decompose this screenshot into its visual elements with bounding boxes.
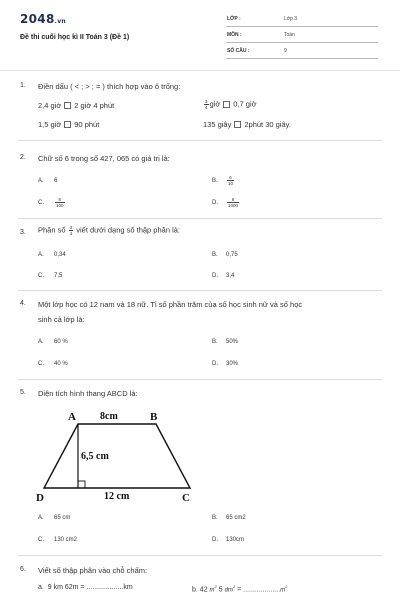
q5-option-b-value: 65 cm2 [226, 515, 246, 521]
q2-text: Chữ số 6 trong số 427, 065 có giá trị là: [38, 154, 170, 163]
meta-count-label: SỐ CÂU : [227, 48, 250, 54]
q3-option-a-key[interactable]: A. [38, 252, 44, 258]
q1-item-4: 135 giây 2phút 30 giây. [203, 120, 291, 129]
fill-in-blank[interactable]: ................... [86, 584, 124, 591]
meta-class-row [226, 12, 378, 27]
q6-text: Viết số thập phân vào chỗ chấm: [38, 566, 148, 575]
top-base-label: 8cm [100, 411, 118, 422]
q4-number: 4. [20, 300, 26, 307]
q6-item-b: b. 42 $m^2$ 5 $dm^2 = ...................m^2$ [192, 584, 288, 594]
meta-class-value: Lớp 3 [284, 16, 298, 22]
section-divider [18, 218, 382, 219]
q2-option-b-key[interactable]: B. [212, 178, 218, 184]
q3-option-c-value: 7,5 [54, 273, 63, 279]
q5-number: 5. [20, 389, 26, 396]
q4-option-c-key[interactable]: C. [38, 361, 44, 367]
q5-option-b-key[interactable]: B. [212, 515, 218, 521]
vertex-d-label: D [36, 492, 44, 502]
q4-option-a-key[interactable]: A. [38, 339, 44, 345]
q1-text: Điền dấu ( < ; > ; = ) thích hợp vào ô trống: [38, 82, 181, 91]
q4-text-line1: Một lớp học có 12 nam và 18 nữ. Tỉ số phần trăm của số học sinh nữ và số học [38, 300, 303, 309]
q1-item-2: $\frac{3}{4}$ giờ 0,7 giờ [205, 99, 257, 110]
fraction: $\frac{3}{4}$ [205, 99, 208, 110]
q2-option-b-value: $\frac{6}{10}$ [228, 175, 234, 186]
q2-option-a-value: 6 [54, 178, 58, 184]
q3-option-a-value: 0,34 [54, 252, 66, 258]
q2-option-d-value: $\frac{6}{1000}$ [228, 197, 239, 208]
q4-option-c-value: 40 % [54, 361, 68, 367]
q1-item-3: 1,5 giờ 90 phút [38, 120, 100, 129]
section-divider [18, 379, 382, 380]
q5-option-d-value: 130cm [226, 537, 245, 543]
q2-option-a-key[interactable]: A. [38, 178, 44, 184]
q3-option-b-key[interactable]: B. [212, 252, 218, 258]
q5-option-d-key[interactable]: D. [212, 537, 218, 543]
q6-item-a: a. 9 km 62m = ...................km [38, 584, 133, 591]
trapezoid-shape [44, 424, 190, 488]
q3-text: Phân số $\frac{3}{4}$ viết dưới dạng số thập phân là: [38, 225, 180, 236]
q4-text-line2: sinh cả lớp là: [38, 315, 85, 324]
q3-option-c-key[interactable]: C. [38, 273, 44, 279]
site-logo[interactable]: 2048.vn [20, 12, 66, 26]
section-divider [18, 140, 382, 141]
right-angle-mark [78, 481, 85, 488]
vertex-a-label: A [68, 411, 76, 423]
q5-option-c-key[interactable]: C. [38, 537, 44, 543]
q6-number: 6. [20, 566, 26, 573]
meta-subject-label: MÔN : [227, 32, 242, 38]
answer-box[interactable] [234, 121, 241, 128]
fraction: $\frac{3}{4}$ [69, 225, 73, 236]
answer-box[interactable] [223, 101, 230, 108]
q5-text: Diện tích hình thang ABCD là: [38, 389, 138, 398]
q4-option-b-value: 50% [226, 339, 239, 345]
q3-option-b-value: 0,75 [226, 252, 238, 258]
q3-option-d-key[interactable]: D. [212, 273, 218, 279]
q1-item-1: 2,4 giờ 2 giờ 4 phút [38, 101, 115, 110]
meta-subject-row [226, 28, 378, 43]
meta-class-label: LỚP : [227, 16, 241, 22]
q5-option-a-value: 65 cm [54, 515, 71, 521]
section-divider [18, 555, 382, 556]
exam-title: Đề thi cuối học kì II Toán 3 (Đề 1) [20, 34, 130, 41]
q4-option-d-value: 30% [226, 361, 239, 367]
bottom-base-label: 12 cm [104, 491, 130, 502]
vertex-c-label: C [182, 492, 190, 502]
q3-option-d-value: 3,4 [226, 273, 235, 279]
fill-in-blank[interactable]: ................... [243, 586, 281, 594]
meta-count-value: 9 [284, 48, 287, 54]
header-divider [0, 70, 400, 71]
meta-subject-value: Toán [284, 32, 295, 38]
q5-option-c-value: 130 cm2 [54, 537, 78, 543]
meta-count-row [226, 44, 378, 59]
q3-number: 3. [20, 229, 26, 236]
q4-option-a-value: 60 % [54, 339, 68, 345]
trapezoid-figure [34, 406, 204, 502]
q4-option-b-key[interactable]: B. [212, 339, 218, 345]
q2-number: 2. [20, 154, 26, 161]
answer-box[interactable] [64, 102, 71, 109]
q4-option-d-key[interactable]: D. [212, 361, 218, 367]
vertex-b-label: B [150, 411, 158, 423]
q2-option-d-key[interactable]: D. [212, 200, 218, 206]
section-divider [18, 290, 382, 291]
q5-option-a-key[interactable]: A. [38, 515, 44, 521]
q1-number: 1. [20, 82, 26, 89]
q2-option-c-key[interactable]: C. [38, 200, 44, 206]
q2-option-c-value: $\frac{6}{100}$ [56, 197, 64, 208]
height-label: 6,5 cm [81, 451, 109, 462]
answer-box[interactable] [64, 121, 71, 128]
page-header [0, 0, 400, 72]
